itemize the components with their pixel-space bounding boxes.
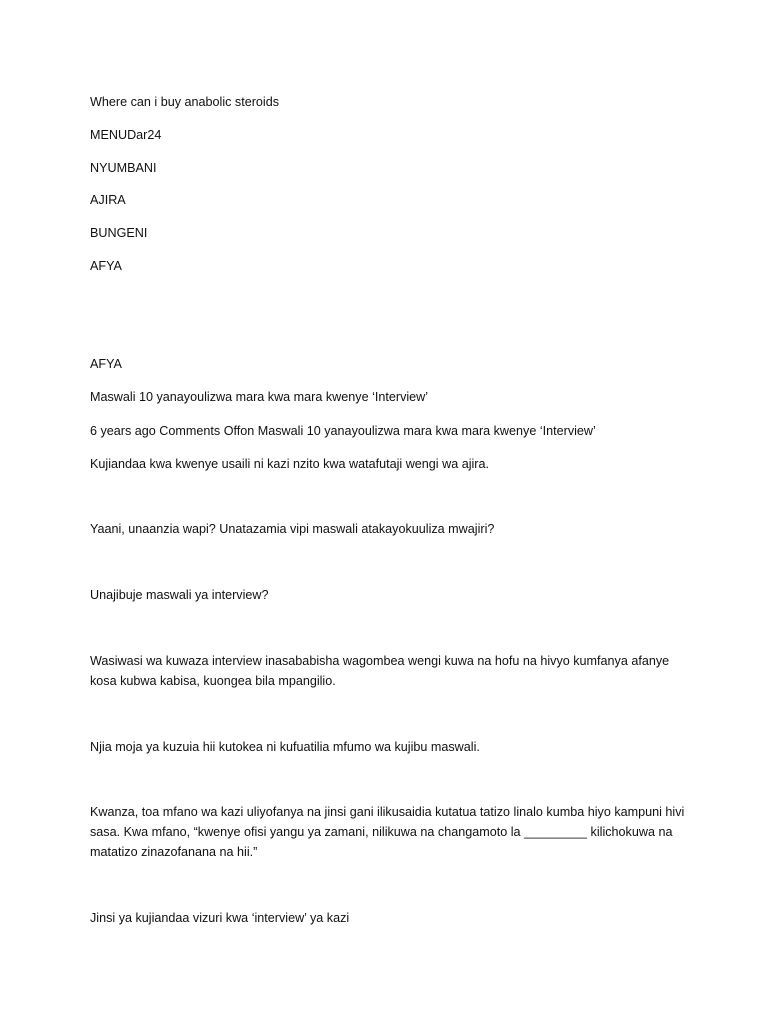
article-title: Maswali 10 yanayoulizwa mara kwa mara kwenye ‘Interview’ [90,390,429,404]
paragraph-method: Njia moja ya kuzuia hii kutokea ni kufuatilia mfumo wa kujibu maswali. [90,740,480,754]
menu-site-name: MENUDar24 [90,128,162,142]
menu-item-nyumbani: NYUMBANI [90,161,157,175]
paragraph-example: Kwanza, toa mfano wa kazi uliyofanya na jinsi gani ilikusaidia kutatua tatizo linalo kumba hiyo kampuni hivi sasa. Kwa mfano, “kwenye ofisi yangu ya zamani, nilikuwa na changamoto la _________ kilichokuwa na matatizo zinazofanana na hii.” [90,805,685,859]
paragraph-how-answer: Unajibuje maswali ya interview? [90,588,269,602]
category-label: AFYA [90,357,122,371]
paragraph-intro: Kujiandaa kwa kwenye usaili ni kazi nzito kwa watafutaji wengi wa ajira. [90,457,490,471]
menu-item-ajira: AJIRA [90,193,126,207]
menu-item-afya: AFYA [90,259,122,273]
paragraph-subheading: Jinsi ya kujiandaa vizuri kwa ‘interview’ ya kazi [90,911,350,925]
paragraph-questions: Yaani, unaanzia wapi? Unatazamia vipi maswali atakayokuuliza mwajiri? [90,522,495,536]
spam-heading: Where can i buy anabolic steroids [90,95,280,109]
menu-item-bungeni: BUNGENI [90,226,148,240]
paragraph-anxiety: Wasiwasi wa kuwaza interview inasababisha wagombea wengi kuwa na hofu na hivyo kumfanya afanye kosa kubwa kabisa, kuongea bila mpangilio. [90,654,670,688]
article-meta: 6 years ago Comments Offon Maswali 10 yanayoulizwa mara kwa mara kwenye ‘Interview’ [90,424,596,438]
